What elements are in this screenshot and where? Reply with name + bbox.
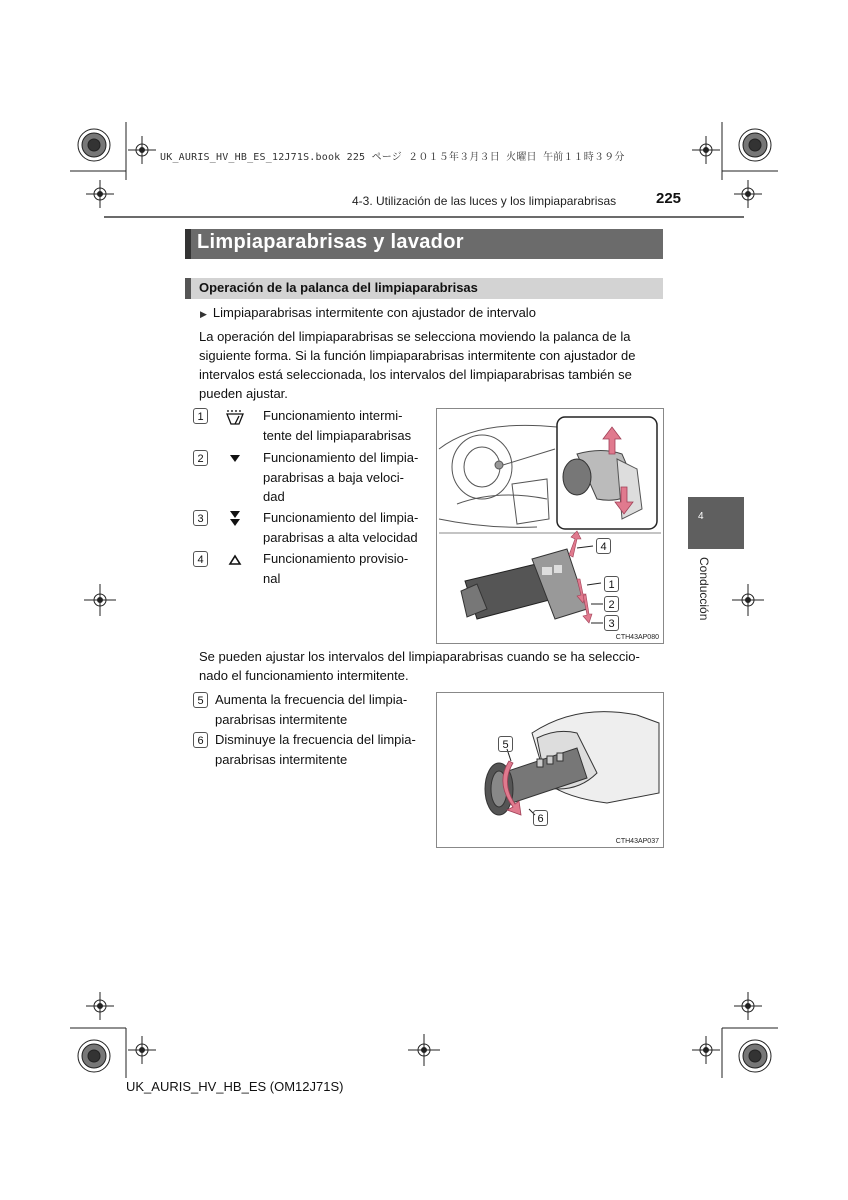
crosshair-target-icon [128,1036,156,1064]
callout-number: 4 [596,538,611,554]
circled-number: 3 [193,510,208,526]
subsection-title-bar [185,278,663,299]
registration-rosette-icon [739,129,771,161]
description-line: parabrisas intermitente [215,751,348,767]
callout-number: 5 [498,736,513,752]
crosshair-target-icon [408,1034,440,1066]
adjust-description [215,690,425,729]
single-arrow-down-icon [225,450,245,468]
callout-number: 6 [533,810,548,826]
chapter-number: 4 [698,511,704,522]
description-line: dad [263,489,285,504]
circled-number: 4 [193,551,208,567]
description-line: Funcionamiento intermi- [263,408,403,423]
circled-number: 6 [193,732,208,748]
paragraph-line: pueden ajustar. [199,386,288,401]
double-arrow-down-icon [225,510,245,528]
wiper-lever-illustration [437,409,663,643]
bullet-text: Limpiaparabrisas intermitente con ajustador de intervalo [212,305,536,320]
crosshair-target-icon [84,584,116,616]
description-line: tente del limpiaparabrisas [263,427,412,443]
circled-number: 2 [193,450,208,466]
crosshair-target-icon [732,584,764,616]
mode-description [263,448,425,507]
registration-rosette-icon [78,129,110,161]
description-line: Funcionamiento del limpia- [263,510,419,525]
subsection-title: Operación de la palanca del limpiaparabrisas [199,280,478,295]
page-title-bar [185,229,663,259]
triangle-bullet-icon: ▶ [200,309,207,319]
bullet-item [200,305,536,320]
page-number: 225 [656,190,682,207]
mode-description [263,549,425,588]
paragraph-line: La operación del limpiaparabrisas se selecciona moviendo la palanca de la [199,329,631,344]
callout-number: 3 [604,615,619,631]
registration-rosette-icon [78,1040,110,1072]
description-line: parabrisas a alta velocidad [263,529,418,545]
callout-number: 1 [604,576,619,592]
chapter-tab [688,497,744,549]
paragraph-line: nado el funcionamiento intermitente. [199,668,409,683]
intermittent-wiper-icon [225,408,245,426]
crosshair-target-icon [692,1036,720,1064]
registration-rosette-icon [739,1040,771,1072]
crosshair-target-icon [692,136,720,164]
description-line: parabrisas a baja veloci- [263,469,404,485]
crosshair-target-icon [86,180,114,208]
interval-dial-figure [436,692,664,848]
description-line: Funcionamiento provisio- [263,551,409,566]
crosshair-target-icon [734,992,762,1020]
crosshair-target-icon [128,136,156,164]
header-rule [104,216,744,218]
running-header-section: 4-3. Utilización de las luces y los limpiaparabrisas [352,194,617,208]
paragraph-line: Se pueden ajustar los intervalos del limpiaparabrisas cuando se ha seleccio- [199,649,640,664]
callout-number: 2 [604,596,619,612]
chapter-label: Conducción [697,557,711,621]
description-line: Aumenta la frecuencia del limpia- [215,692,408,707]
description-line: parabrisas intermitente [215,711,348,727]
description-line: nal [263,570,281,586]
interval-dial-illustration [437,693,663,847]
adjust-description [215,730,425,769]
paragraph-line: siguiente forma. Si la función limpiaparabrisas intermitente con ajustador de [199,348,636,363]
description-line: Disminuye la frecuencia del limpia- [215,732,416,747]
mode-description [263,508,425,547]
book-info-line: UK_AURIS_HV_HB_ES_12J71S.book 225 ページ ２０１５年３月３日 火曜日 午前１１時３９分 [160,152,625,163]
mode-description [263,406,425,445]
crosshair-target-icon [734,180,762,208]
triangle-up-outline-icon [225,551,245,569]
circled-number: 1 [193,408,208,424]
wiper-lever-figure [436,408,664,644]
page-title: Limpiaparabrisas y lavador [197,231,464,253]
description-line: Funcionamiento del limpia- [263,450,419,465]
paragraph-line: intervalos está seleccionada, los intervalos del limpiaparabrisas también se [199,367,632,382]
circled-number: 5 [193,692,208,708]
figure-code: CTH43AP037 [615,838,659,845]
crosshair-target-icon [86,992,114,1020]
figure-code: CTH43AP080 [615,634,659,641]
footer-book-code: UK_AURIS_HV_HB_ES (OM12J71S) [126,1079,344,1094]
